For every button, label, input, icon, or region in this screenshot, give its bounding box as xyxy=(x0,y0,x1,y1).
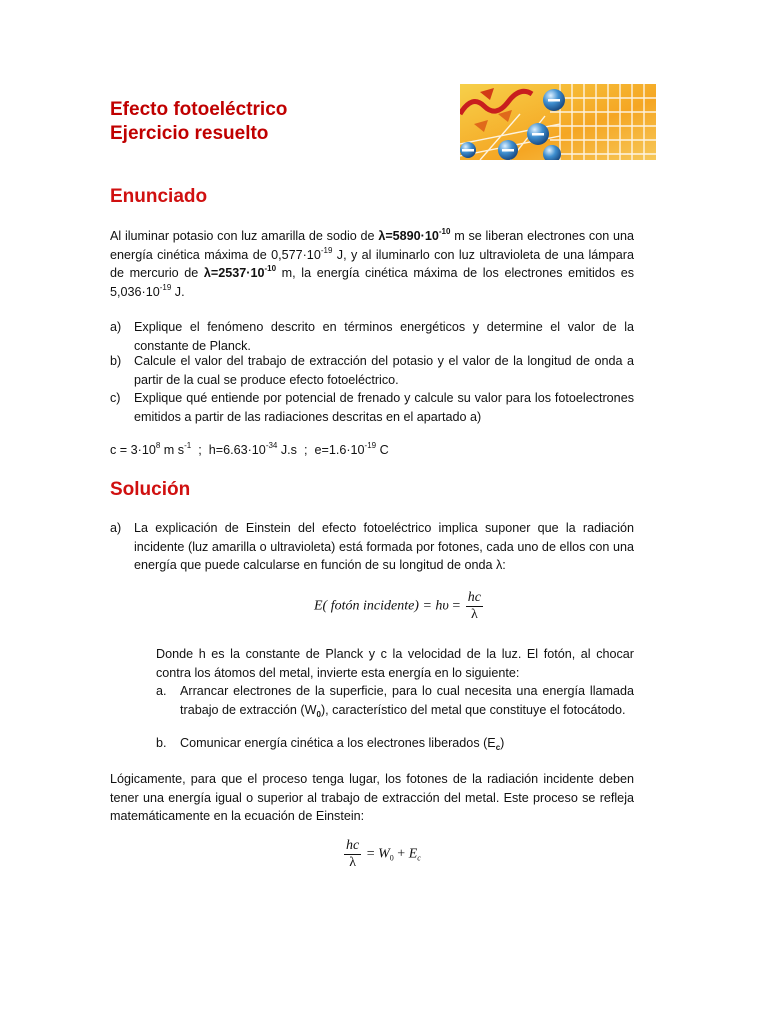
lambda-value-2: λ=2537·10 xyxy=(203,266,265,280)
constants-line xyxy=(110,441,634,460)
const-c-unit-exp: -1 xyxy=(184,441,192,450)
enunciado-text-1: Al iluminar potasio con luz amarilla de sodio de xyxy=(110,229,379,243)
solucion-subitem-a xyxy=(156,682,634,719)
eq1-equals: = xyxy=(448,598,464,614)
logicamente-paragraph: Lógicamente, para que el proceso tenga lugar, los fotones de la radiación incidente deben tener una energía igual o superior al trabajo de extracción del metal. Este proceso se refleja matemáticamente en la ecuación de Einstein: xyxy=(110,772,634,823)
w0-subscript: 0 xyxy=(316,709,321,719)
const-h-exp: -34 xyxy=(265,441,278,450)
eq1-h-nu: hυ xyxy=(435,598,449,614)
eq2-e: E xyxy=(408,846,418,862)
enunciado-paragraph xyxy=(110,227,634,301)
title-line-2: Ejercicio resuelto xyxy=(110,123,269,144)
item-label: c) xyxy=(110,391,121,405)
eq2-w: W xyxy=(378,846,390,862)
item-label: b) xyxy=(110,354,122,368)
subitem-b-text-1: Comunicar energía cinética a los electrones liberados (E xyxy=(180,736,496,750)
subitem-label: b. xyxy=(156,736,167,750)
item-text: Calcule el valor del trabajo de extracción del potasio y el valor de la longitud de onda a partir de la cual se produce efecto fotoeléctrico. xyxy=(134,354,634,387)
item-label: a) xyxy=(110,521,122,535)
title-line-1: Efecto fotoeléctrico xyxy=(110,99,288,120)
enunciado-item-c xyxy=(110,389,634,426)
const-c-unit: m s xyxy=(160,443,185,457)
item-text: Explique el fenómeno descrito en términos energéticos y determine el valor de la constante de Planck. xyxy=(134,320,634,353)
einstein-equation xyxy=(342,838,421,871)
subitem-text xyxy=(180,682,634,719)
enunciado-text-2: m se liberan electrones con una energía cinética máxima de 0,577·10 xyxy=(110,229,634,262)
subitem-a-text-2: ), característico del metal que constituye el fotocátodo. xyxy=(320,702,626,717)
solucion-heading: Solución xyxy=(110,479,191,500)
const-e-exp: -19 xyxy=(364,441,377,450)
lambda-value-1: λ=5890·10 xyxy=(378,229,439,243)
enunciado-heading: Enunciado xyxy=(110,186,208,207)
ec-subscript: c xyxy=(495,743,501,752)
eq1-numerator: hc xyxy=(467,590,481,605)
solucion-item-a xyxy=(110,519,634,575)
eq2-e-subscript: c xyxy=(417,853,421,863)
photoelectric-illustration-svg xyxy=(460,84,656,160)
enunciado-item-a xyxy=(110,318,634,355)
enunciado-text-5: J. xyxy=(171,284,185,299)
solucion-subitem-b xyxy=(156,734,634,753)
photoelectric-illustration xyxy=(460,84,656,160)
eq1-fraction xyxy=(466,590,483,623)
eq2-equals: = xyxy=(363,846,379,862)
const-e: J.s ; e=1.6·10 xyxy=(277,443,365,457)
eq2-denominator: λ xyxy=(349,855,356,870)
const-e-unit: C xyxy=(376,443,389,457)
enunciado-item-b xyxy=(110,352,634,389)
photon-energy-equation xyxy=(314,590,485,623)
enunciado-text-4: m, la energía cinética máxima de los electrones emitidos es 5,036·10 xyxy=(110,266,635,299)
donde-paragraph: Donde h es la constante de Planck y c la velocidad de la luz. El fotón, al chocar contra los átomos del metal, invierte esta energía en lo siguiente: xyxy=(156,647,634,680)
subitem-label: a. xyxy=(156,684,167,698)
enunciado-text-3: J, y al iluminarlo con luz ultravioleta de una lámpara de mercurio de xyxy=(110,247,634,280)
eq2-w-subscript: 0 xyxy=(389,853,394,863)
exponent-4: -19 xyxy=(159,282,172,292)
eq1-denominator: λ xyxy=(470,607,478,622)
eq2-numerator: hc xyxy=(346,838,360,853)
exponent-1: -10 xyxy=(438,227,451,236)
exponent-3: -10 xyxy=(264,264,277,273)
subitem-text xyxy=(180,734,634,753)
eq2-plus: + xyxy=(393,846,409,862)
subitem-b-text-2: ) xyxy=(500,736,505,750)
subitem-a-text-1: Arrancar electrones de la superficie, para lo cual necesita una energía llamada trabajo de extracción (W xyxy=(180,684,634,717)
const-c-exp: 8 xyxy=(155,441,161,450)
item-text: Explique qué entiende por potencial de frenado y calcule su valor para los fotoelectrones emitidos a partir de las radiaciones descritas en el apartado a) xyxy=(134,391,634,424)
const-h: ; h=6.63·10 xyxy=(191,443,266,457)
eq1-lhs: E( fotón incidente) = xyxy=(314,598,436,614)
document-title xyxy=(110,98,287,146)
exponent-2: -19 xyxy=(320,245,333,255)
item-label: a) xyxy=(110,320,122,334)
const-c: c = 3·10 xyxy=(110,443,156,457)
item-text: La explicación de Einstein del efecto fotoeléctrico implica suponer que la radiación incidente (luz amarilla o ultravioleta) está formada por fotones, cada uno de ellos con una energía que puede calcularse en función de su longitud de onda λ: xyxy=(134,521,634,572)
eq2-fraction xyxy=(344,838,361,871)
